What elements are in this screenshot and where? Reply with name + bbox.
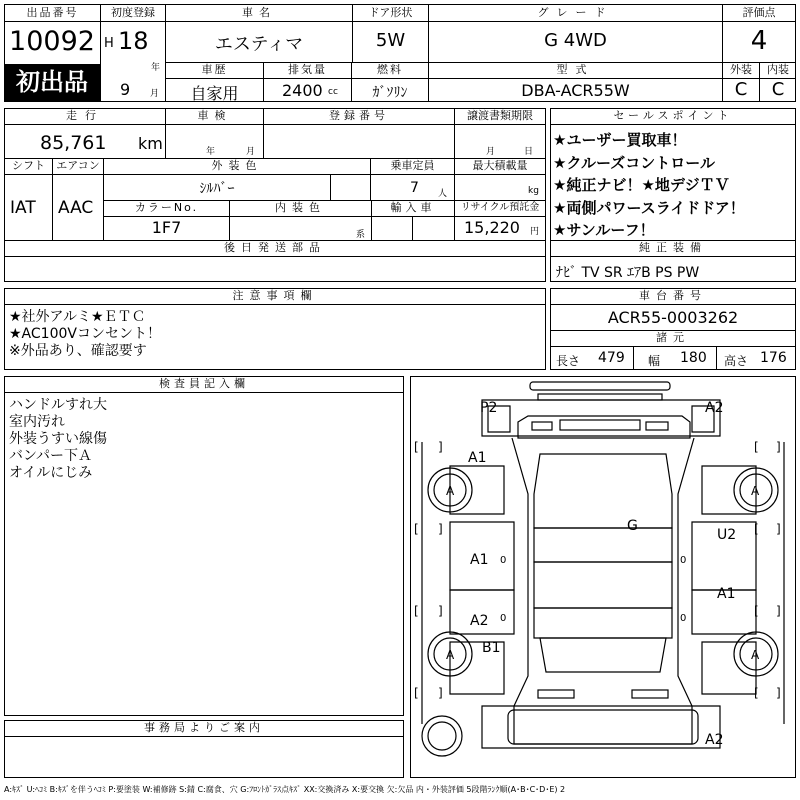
recycle-unit: 円 <box>530 227 540 237</box>
interior-grade: C <box>771 79 785 100</box>
wheel-mark: A <box>751 648 760 662</box>
damage-mark-left-rear-fender: B1 <box>482 640 501 656</box>
first-listing-text: 初出品 <box>16 68 88 96</box>
equipment-value: ﾅﾋﾞ TV SR ｴｱB PS PW <box>556 265 700 281</box>
caution-label: 注意事項欄 <box>232 289 318 302</box>
exterior-color-label: 外装色 <box>211 159 263 172</box>
width-label: 幅 <box>648 354 661 368</box>
inspector-label: 検査員記入欄 <box>159 377 249 390</box>
exterior-color: ｼﾙﾊﾞｰ <box>199 181 235 197</box>
first-listing-badge <box>4 64 100 102</box>
caution-line: ★AC100Vコンセント！ <box>9 326 161 342</box>
chassis-number-label: 車台番号 <box>639 289 707 302</box>
capacity-label: 乗車定員 <box>390 159 435 172</box>
damage-legend: A:ｷｽﾞ U:ﾍｺﾐ B:ｷｽﾞを伴うﾍｺﾐ P:要塗装 W:補修跡 S:錆 C:腐食、穴 G:ﾌﾛﾝﾄｶﾞﾗｽ点ｷｽﾞ XX:交換済み X:要交換 欠:欠品 内・外装評価 5段階ﾗﾝｸ順(A･B･C･D･E) 2 <box>4 785 566 794</box>
interior-color-unit: 系 <box>356 230 366 240</box>
damage-mark-right-rear-door: A1 <box>717 586 736 602</box>
grade: G 4WD <box>544 30 607 51</box>
interior-color-label: 内装色 <box>275 201 326 214</box>
color-number: 1F7 <box>151 218 182 237</box>
damage-mark-rear-right: A2 <box>705 400 724 416</box>
shift: IAT <box>10 198 36 218</box>
length-label: 長さ <box>556 354 581 368</box>
fuel-label: 燃料 <box>377 63 403 76</box>
damage-mark-left-front-door: A1 <box>470 552 489 568</box>
transfer-deadline-label: 譲渡書類期限 <box>467 109 533 122</box>
car-name: エスティマ <box>214 34 304 55</box>
max-load-label: 最大積載量 <box>472 159 528 172</box>
registration-year: 18 <box>118 27 149 55</box>
import-label: 輸入車 <box>390 201 436 214</box>
mirror-bracket: ] <box>776 604 781 618</box>
mirror-bracket: ] <box>438 686 443 700</box>
caution-line: ※外品あり、確認要す <box>9 343 147 359</box>
mirror-bracket: ] <box>776 686 781 700</box>
mirror-bracket: [ <box>754 440 759 454</box>
height-value: 176 <box>760 350 787 366</box>
mirror-bracket: [ <box>414 604 419 618</box>
displacement: 2400 <box>282 81 323 100</box>
damage-mark-right-front-door: U2 <box>717 527 737 543</box>
glass-zero-mark: 0 <box>500 555 507 566</box>
glass-zero-mark: 0 <box>500 613 507 624</box>
mirror-bracket: [ <box>754 522 759 536</box>
sales-point-item: ★ユーザー買取車！ <box>553 131 687 149</box>
sales-point-item: ★サンルーフ！ <box>553 221 655 239</box>
fuel: ｶﾞｿﾘﾝ <box>372 85 408 101</box>
exterior-grade-label: 外装 <box>730 63 752 76</box>
dimensions-label: 諸元 <box>656 331 690 344</box>
equipment-label: 純正装備 <box>639 241 707 254</box>
color-number-label: カラーNo. <box>134 201 199 214</box>
mirror-bracket: ] <box>776 522 781 536</box>
displacement-unit: cc <box>328 87 338 97</box>
mirror-bracket: ] <box>438 604 443 618</box>
registration-month: 9 <box>120 80 131 99</box>
history: 自家用 <box>190 84 239 103</box>
mileage-label: 走行 <box>66 109 104 122</box>
transfer-day-unit: 日 <box>524 147 534 157</box>
inspection-month-unit: 月 <box>246 147 256 157</box>
sales-points-list <box>553 129 795 242</box>
wheel-mark: A <box>751 484 760 498</box>
mirror-bracket: ] <box>776 440 781 454</box>
model-code: DBA-ACR55W <box>521 81 630 100</box>
mirror-bracket: [ <box>414 522 419 536</box>
inspector-notes <box>9 397 399 482</box>
mileage-unit: km <box>138 134 163 153</box>
max-load-unit: kg <box>528 186 539 196</box>
damage-mark-left-rear-door: A2 <box>470 613 489 629</box>
glass-zero-mark: 0 <box>680 613 687 624</box>
exterior-grade: C <box>734 79 748 100</box>
later-parts-label: 後日発送部品 <box>224 241 326 254</box>
recycle-fee: 15,220 <box>464 218 520 237</box>
first-registration-label: 初度登録 <box>111 6 155 19</box>
interior-grade-label: 内装 <box>767 63 789 76</box>
grade-label: グレード <box>537 6 614 19</box>
lot-number: 10092 <box>9 26 95 57</box>
shift-label: シフト <box>12 159 45 172</box>
aircon: AAC <box>58 198 94 218</box>
inspection-year-unit: 年 <box>206 147 216 157</box>
mirror-bracket: ] <box>438 440 443 454</box>
sales-point-item: ★純正ナビ！★地デジＴＶ <box>553 176 730 194</box>
recycle-label: リサイクル預託金 <box>460 202 540 213</box>
inspector-line: オイルにじみ <box>9 465 93 481</box>
mirror-bracket: [ <box>414 440 419 454</box>
chassis-number: ACR55-0003262 <box>607 308 739 327</box>
mirror-bracket: [ <box>754 686 759 700</box>
caution-notes <box>9 309 539 360</box>
wheel-mark: A <box>446 648 455 662</box>
car-name-label: 車名 <box>242 6 276 19</box>
score: 4 <box>750 26 768 56</box>
plate-number-label: 登録番号 <box>329 109 389 122</box>
inspector-line: 室内汚れ <box>9 414 65 430</box>
sales-points-label: セールスポイント <box>613 109 733 122</box>
sales-point-item: ★両側パワースライドドア！ <box>553 198 745 217</box>
lot-number-label: 出品番号 <box>26 6 79 19</box>
office-label: 事務局よりご案内 <box>144 721 264 734</box>
car-diagram <box>410 376 796 778</box>
mirror-bracket: ] <box>438 522 443 536</box>
mirror-bracket: [ <box>754 604 759 618</box>
inspector-line: バンパー下Ａ <box>9 448 93 464</box>
era: H <box>104 36 114 51</box>
height-label: 高さ <box>724 354 749 368</box>
door-type-label: ドア形状 <box>368 6 413 19</box>
door-type: 5W <box>375 30 406 51</box>
displacement-label: 排気量 <box>288 63 327 76</box>
damage-mark-front-left-fender: A1 <box>468 450 487 466</box>
mileage: 85,761 <box>40 132 107 154</box>
glass-zero-mark: 0 <box>680 555 687 566</box>
inspector-line: ハンドルすれ大 <box>9 397 107 413</box>
inspection-label: 車検 <box>197 109 232 122</box>
sales-point-item: ★クルーズコントロール <box>553 153 715 172</box>
aircon-label: エアコン <box>56 159 100 172</box>
capacity: 7 <box>410 180 419 196</box>
year-unit: 年 <box>151 63 161 73</box>
capacity-unit: 人 <box>438 189 448 199</box>
transfer-month-unit: 月 <box>486 147 496 157</box>
mirror-bracket: [ <box>414 686 419 700</box>
caution-line: ★社外アルミ★ＥＴＣ <box>9 309 146 325</box>
inspector-line: 外装うすい線傷 <box>9 431 107 447</box>
damage-mark-rear-left: P2 <box>480 400 498 416</box>
damage-mark-windshield: G <box>627 518 638 534</box>
width-value: 180 <box>680 350 707 366</box>
month-unit: 月 <box>150 89 160 99</box>
wheel-mark: A <box>446 484 455 498</box>
length-value: 479 <box>598 350 625 366</box>
model-code-label: 型式 <box>556 63 595 76</box>
history-label: 車歴 <box>201 63 228 76</box>
damage-mark-front-bumper: A2 <box>705 732 724 748</box>
score-label: 評価点 <box>742 6 776 19</box>
